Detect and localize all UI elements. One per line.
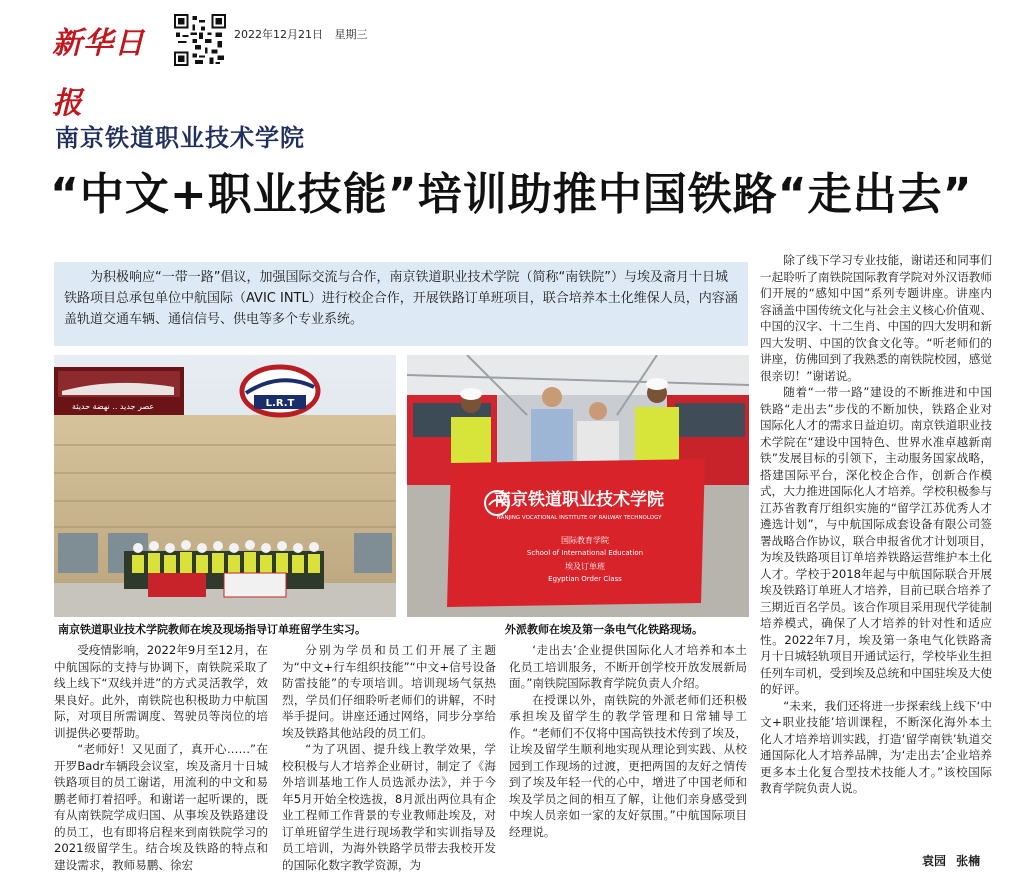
banner-class: 埃及订单班 — [565, 562, 605, 571]
banner-school-en: School of International Education — [526, 549, 644, 557]
photo-lrt-station — [54, 355, 396, 617]
banner-english: NANJING VOCATIONAL INSTITUTE OF RAILWAY TECHNOLOGY — [496, 515, 662, 521]
article-kicker: 南京铁道职业技术学院 — [55, 124, 305, 152]
article-lead: 为积极响应“一带一路”倡议，加强国际交流与合作，南京铁道职业技术学院（简称“南铁院”）与埃及斋月十日城铁路项目总承包单位中航国际（AVIC INTL）进行校企合作，开展铁路订单班项目，联合培养本土化维保人员，内容涵盖轨道交通车辆、通信信号、供电等多个专业系统。 — [54, 262, 748, 346]
billboard-arabic-text: عصر جديد .. نهضة حديثة — [72, 402, 155, 411]
banner-title: 南京铁道职业技术学院 — [494, 490, 664, 510]
qr-code-icon[interactable] — [174, 14, 226, 66]
banner-school: 国际教育学院 — [561, 536, 609, 545]
banner-class-en: Egyptian Order Class — [548, 575, 622, 583]
article-column-2 — [282, 642, 496, 878]
paragraph: 随着“一带一路”建设的不断推进和中国铁路“走出去”步伐的不断加快，铁路企业对国际化人才的需求日益迫切。南京铁道职业技术学院在“建设中国特色、世界水准卓越新南铁”发展目标的引领下，主动服务国家战略，搭建国际平台，深化校企合作，创新合作模式，大力推进国际化人才培养。学校积极参与江苏省教育厅组织实施的“留学江苏优秀人才遴选计划”，与中航国际成套设备有限公司签署战略合作协议，联合申报省优才计划项目，为埃及铁路项目订单培养铁路运营维护本土化人才。学校于2018年起与中航国际联合开展埃及铁路订单班人才培养，目前已联合培养了三期近百名学员。该合作项目采用现代学徒制培养模式，确保了人才培养的针对性和适应性。2022年7月，埃及第一条电气化铁路斋月十日城轻轨项目开通试运行，学校毕业生担任列车司机，受到埃及总统和中国驻埃及大使的好评。 — [760, 385, 992, 696]
paragraph: “未来，我们还将进一步探索线上线下‘中文+职业技能’培训课程，不断深化海外本土化人才培养培训实践，打造‘留学南铁’轨道交通国际化人才培养品牌，为‘走出去’企业培养更多本土化复合型技术技能人才。”该校国际教育学院负责人说。 — [760, 698, 992, 795]
paragraph: 分别为学员和员工们开展了主题为“中文+行车组织技能”“中文+信号设备防雷技能”的专项培训。培训现场气氛热烈，学员们仔细聆听老师们的讲解，不时举手提问。讲座还通过网络，同步分享给埃及铁路其他站段的员工们。 — [282, 643, 496, 740]
author-byline: 袁园 张楠 — [922, 854, 981, 868]
article-headline: “中文+职业技能”培训助推中国铁路“走出去” — [50, 169, 973, 220]
article-column-1 — [54, 642, 268, 878]
paragraph: 受疫情影响，2022年9月至12月，在中航国际的支持与协调下，南铁院采取了线上线下“双线并进”的方式灵活教学，效果良好。此外，南铁院也积极助力中航国际，对项目所需调度、驾驶员等岗位的培训提供必要帮助。 — [54, 643, 268, 740]
paragraph: 在授课以外，南铁院的外派老师们还积极承担埃及留学生的教学管理和日常辅导工作。“老师们不仅将中国高铁技术传到了埃及，让埃及留学生顺利地实现从理论到实践、从校园到工作现场的过渡，更把两国的友好之情传到了埃及年轻一代的心中，增进了中国老师和埃及学员之间的相互了解，让他们亲身感受到中埃人员亲如一家的友好氛围。”中航国际项目经理说。 — [509, 692, 747, 839]
publication-date — [234, 26, 376, 42]
paragraph: ‘走出去’企业提供国际化人才培养和本土化员工培训服务，不断开创学校开放发展新局面。”南铁院国际教育学院负责人介绍。 — [509, 643, 747, 690]
photo2-caption: 外派教师在埃及第一条电气化铁路现场。 — [505, 623, 703, 636]
article-column-3 — [509, 642, 747, 878]
photo1-caption: 南京铁道职业技术学院教师在埃及现场指导订单班留学生实习。 — [58, 623, 366, 636]
newspaper-masthead: 新华日报 — [52, 26, 145, 121]
paragraph: 除了线下学习专业技能，谢诺还和同事们一起聆听了南铁院国际教育学院对外汉语教师们开展的“感知中国”系列专题讲座。讲座内容涵盖中国传统文化与社会主义核心价值观、中国的汉字、十二生肖、中国的四大发明和新四大发明、中国的饮食文化等。“听老师们的讲座，仿佛回到了我熟悉的南铁院校园，感觉很亲切！”谢诺说。 — [760, 253, 992, 383]
date-text: 2022年12月21日 — [234, 28, 323, 41]
article-column-4 — [760, 252, 992, 848]
paragraph: “为了巩固、提升线上教学效果，学校积极与人才培养企业研讨，制定了《海外培训基地工作人员选派办法》，并于今年5月开始全校选拔，8月派出两位具有企业工程师工作背景的专业教师赴埃及，对订单班留学生进行现场教学和实训指导及员工培训，为海外铁路学员带去我校开发的国际化数字教学资源，为 — [282, 742, 496, 872]
lrt-logo-text: L.R.T — [265, 398, 295, 409]
weekday-text: 星期三 — [334, 28, 368, 41]
paragraph: “老师好！又见面了，真开心……”在开罗Badr车辆段会议室，埃及斋月十日城铁路项目的员工谢诺，用流利的中文和易鹏老师打着招呼。和谢诺一起听课的，既有从南铁院学成归国、从事埃及铁路建设的员工，也有即将启程来到南铁院学习的2021级留学生。结合埃及铁路的特点和建设需求，教师易鹏、徐宏 — [54, 742, 268, 872]
photo-railway-teachers — [407, 355, 749, 617]
